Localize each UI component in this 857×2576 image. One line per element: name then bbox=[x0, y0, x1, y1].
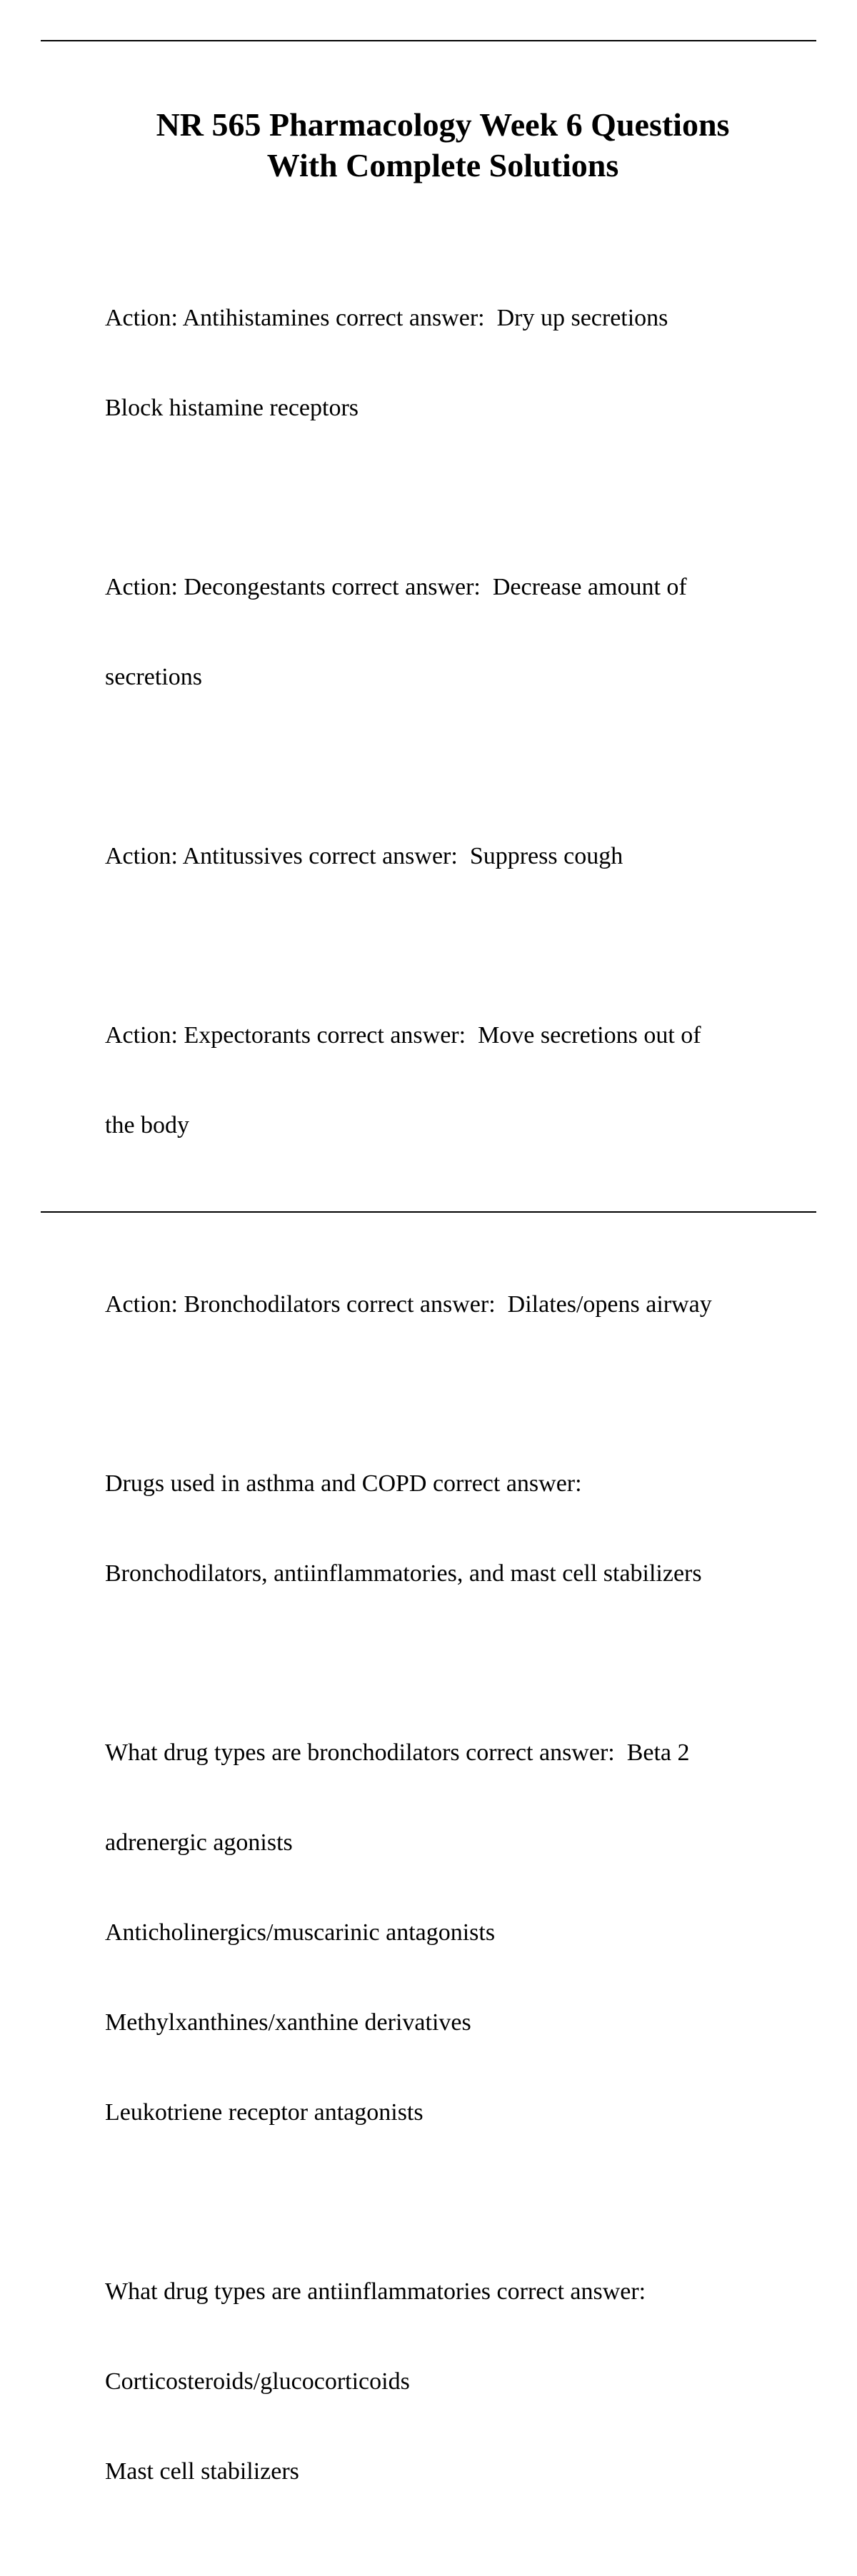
qa-line: Methylxanthines/xanthine derivatives bbox=[105, 2009, 471, 2036]
page-title bbox=[71, 104, 814, 186]
qa-line: the body bbox=[105, 1112, 190, 1138]
qa-item-bronchodilator-types bbox=[105, 1678, 805, 2188]
qa-line: Action: Decongestants correct answer: Decrease amount of bbox=[105, 574, 687, 600]
qa-item-antihistamines bbox=[105, 243, 805, 483]
qa-item-antiinflammatory-types bbox=[105, 2217, 805, 2547]
qa-item-asthma-copd-drugs bbox=[105, 1409, 805, 1649]
qa-line: What drug types are bronchodilators correct answer: Beta 2 bbox=[105, 1739, 690, 1766]
qa-line: What drug types are antiinflammatories correct answer: bbox=[105, 2278, 646, 2305]
title-line-1: NR 565 Pharmacology Week 6 Questions bbox=[156, 106, 730, 143]
qa-item-antitussives bbox=[105, 782, 805, 931]
bottom-rule bbox=[41, 1211, 816, 1213]
qa-line: Action: Bronchodilators correct answer: Dilates/opens airway bbox=[105, 1291, 712, 1318]
qa-line: secretions bbox=[105, 664, 202, 690]
qa-item-bronchodilators bbox=[105, 1230, 805, 1380]
qa-line: Leukotriene receptor antagonists bbox=[105, 2099, 424, 2126]
qa-line: Anticholinergics/muscarinic antagonists bbox=[105, 1919, 496, 1946]
qa-line: Corticosteroids/glucocorticoids bbox=[105, 2368, 410, 2395]
qa-item-expectorants bbox=[105, 961, 805, 1201]
qa-line: Action: Antihistamines correct answer: Dry up secretions bbox=[105, 305, 668, 331]
title-line-2: With Complete Solutions bbox=[266, 147, 619, 183]
qa-line: Action: Antitussives correct answer: Suppress cough bbox=[105, 843, 623, 869]
qa-line: Mast cell stabilizers bbox=[105, 2458, 299, 2485]
qa-line: Action: Expectorants correct answer: Move secretions out of bbox=[105, 1022, 701, 1049]
top-rule bbox=[41, 40, 816, 41]
qa-line: adrenergic agonists bbox=[105, 1829, 293, 1856]
qa-list bbox=[105, 243, 805, 2576]
qa-line: Bronchodilators, antiinflammatories, and mast cell stabilizers bbox=[105, 1560, 702, 1587]
qa-line: Drugs used in asthma and COPD correct answer: bbox=[105, 1470, 582, 1497]
qa-item-decongestants bbox=[105, 512, 805, 752]
qa-line: Block histamine receptors bbox=[105, 395, 359, 421]
